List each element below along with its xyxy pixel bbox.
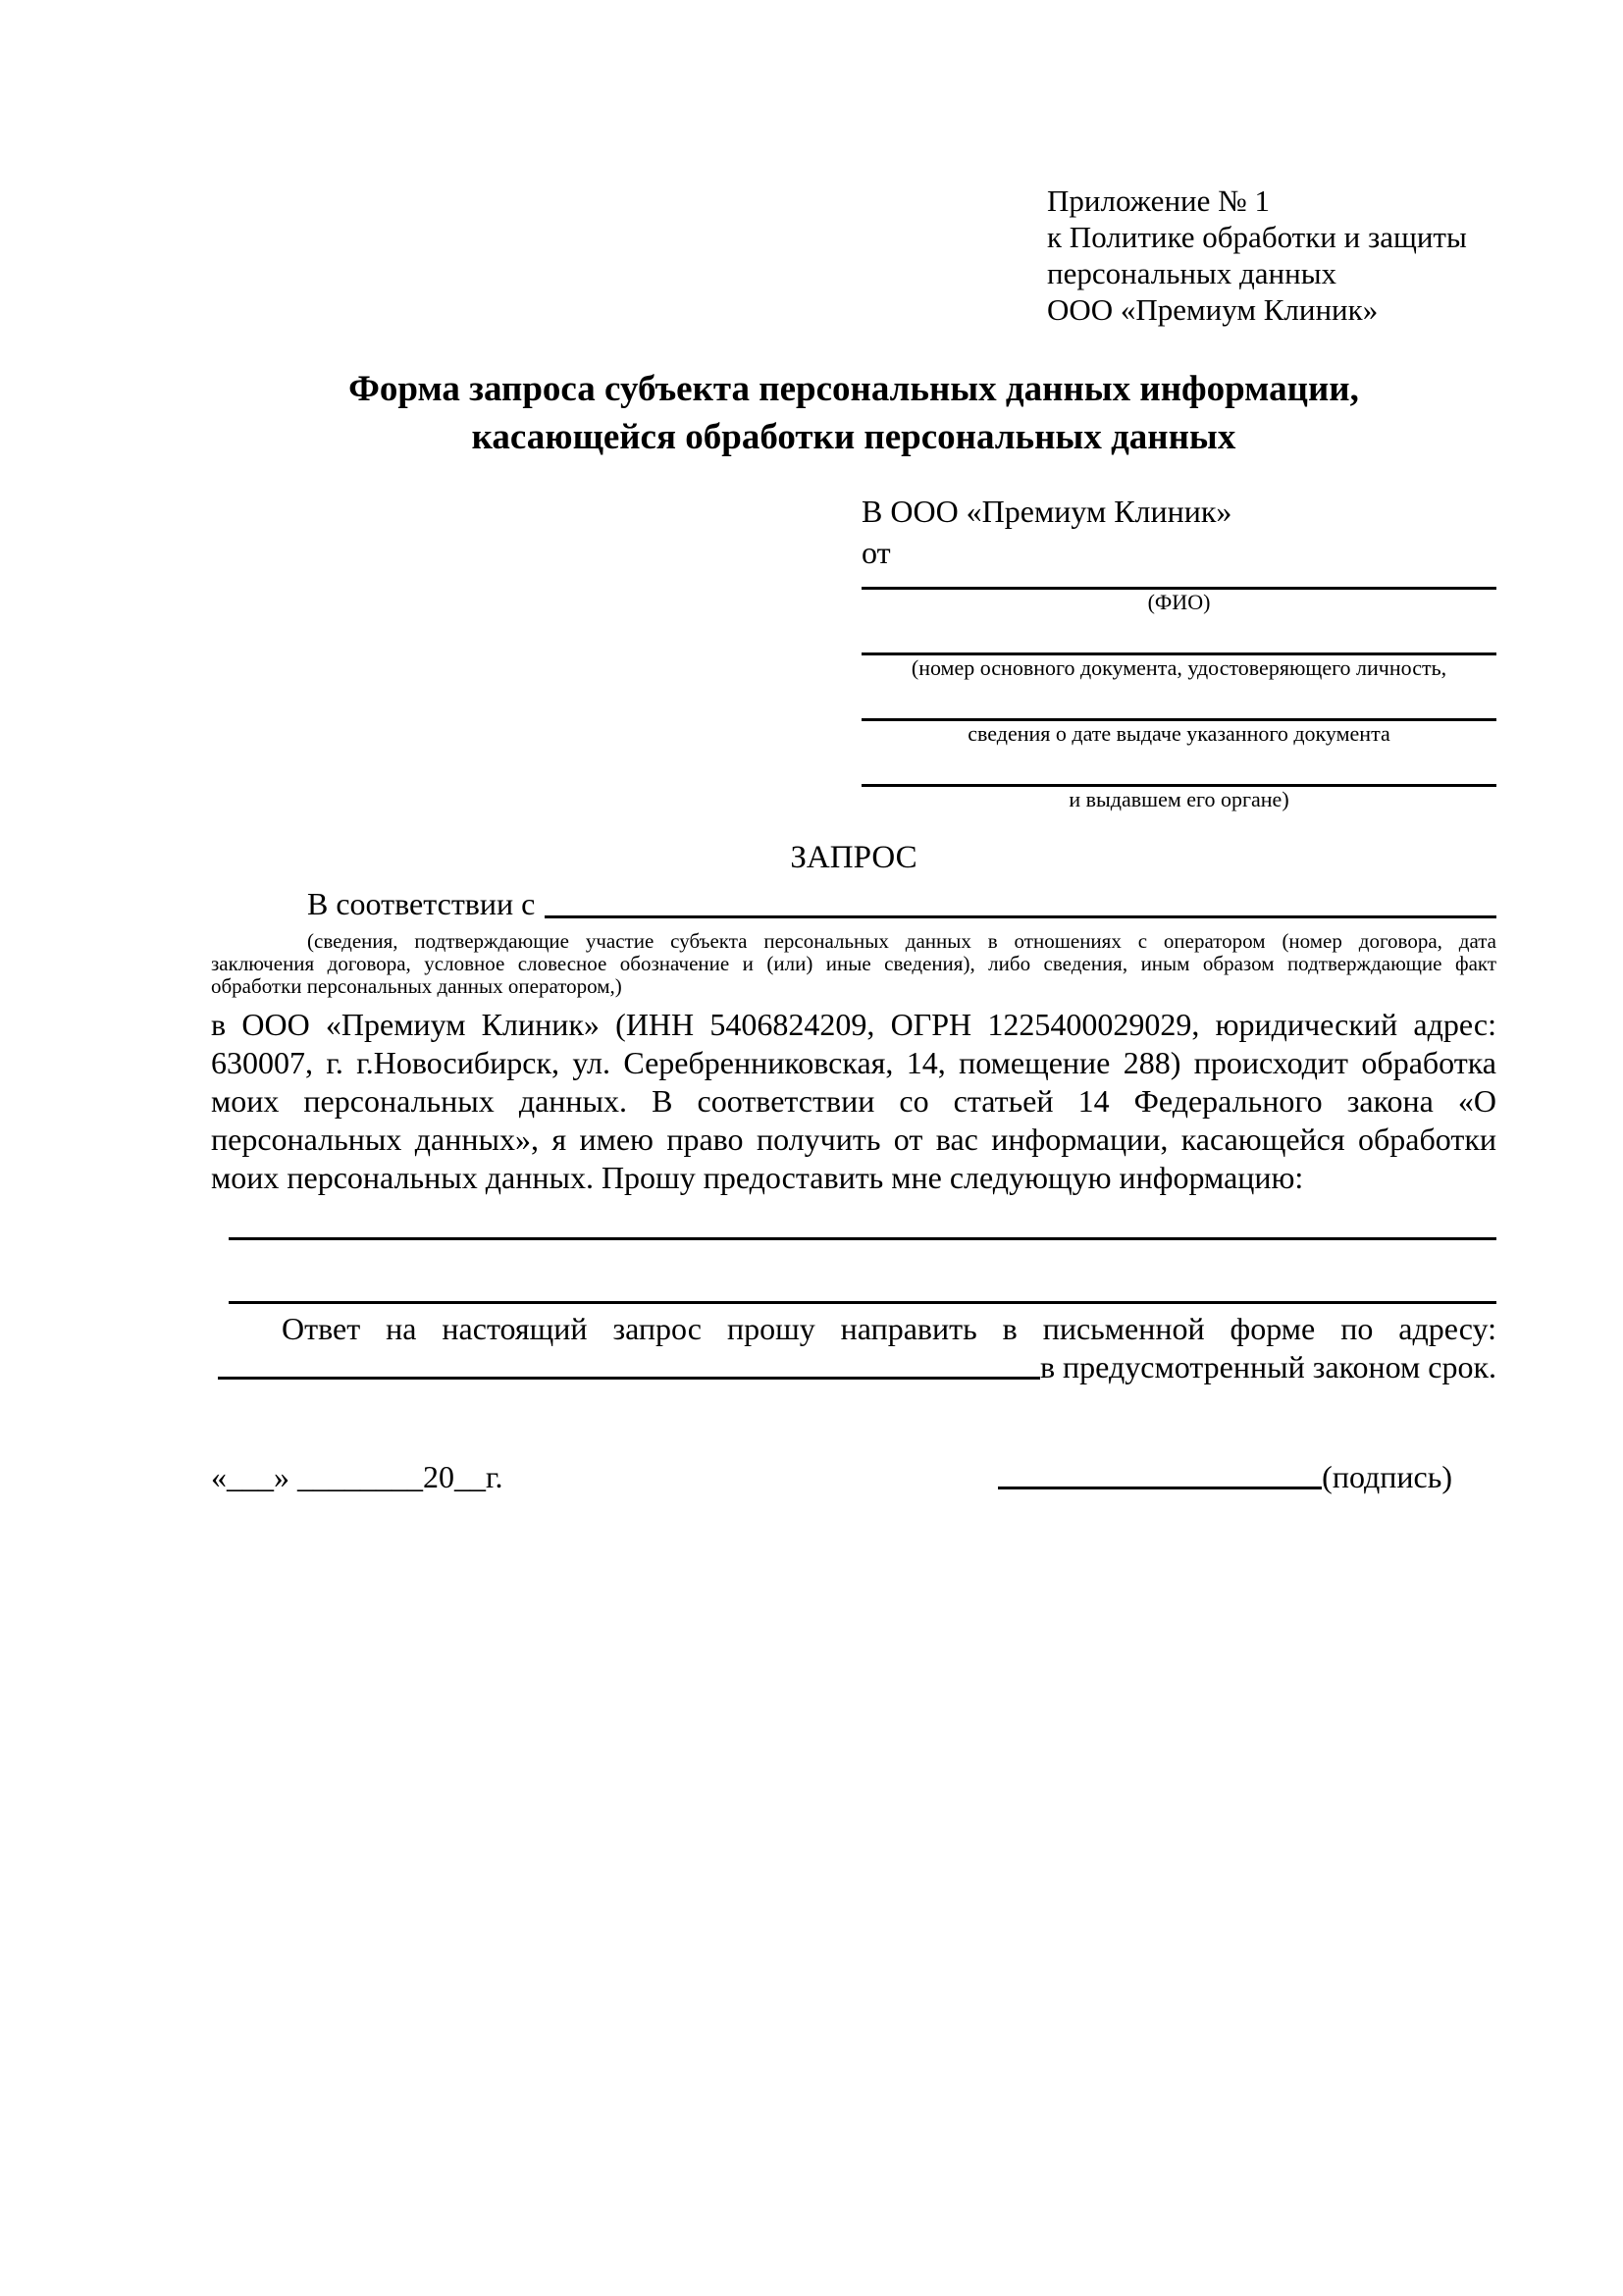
- information-blank-line-2: [229, 1240, 1496, 1304]
- signature-caption: (подпись): [1322, 1459, 1452, 1494]
- request-heading: ЗАПРОС: [790, 840, 917, 875]
- document-date-caption: сведения о дате выдаче указанного документа: [968, 721, 1390, 746]
- form-title-line: касающейся обработки персональных данных: [471, 417, 1236, 457]
- information-blank-line-1: [229, 1197, 1496, 1240]
- request-body: [211, 1006, 1496, 1197]
- signature-blank-line: [998, 1487, 1322, 1489]
- compliance-blank-line: [545, 883, 1496, 918]
- document-number-blank-line: [862, 639, 1496, 655]
- date-blank: «___» ________20__г.: [211, 1459, 503, 1494]
- answer-delivery-text: Ответ на настоящий запрос прошу направить в письменной форме по адресу:: [282, 1311, 1496, 1346]
- request-body-line: в ООО «Премиум Клиник» (ИНН 5406824209, ОГРН 1225400029029, юридический адрес:: [211, 1007, 1496, 1042]
- fio-caption: (ФИО): [1147, 590, 1211, 614]
- appendix-header-line: к Политике обработки и защиты: [1047, 220, 1467, 254]
- signature-area: [998, 1457, 1452, 1496]
- signature-row: [211, 1457, 1496, 1496]
- document-number-caption: (номер основного документа, удостоверяющего личность,: [911, 655, 1447, 680]
- document-issuer-field: [862, 770, 1496, 812]
- fio-blank-line: [862, 573, 1496, 590]
- request-body-line: персональных данных», я имею право получить от вас информации, касающейся обработки: [211, 1122, 1496, 1157]
- document-issuer-blank-line: [862, 770, 1496, 787]
- compliance-line: [211, 883, 1496, 924]
- form-title-line: Форма запроса субъекта персональных данных информации,: [348, 369, 1359, 409]
- fio-field: [862, 573, 1496, 615]
- appendix-header-line: ООО «Премиум Клиник»: [1047, 292, 1379, 327]
- appendix-header-line: Приложение № 1: [1047, 183, 1270, 218]
- document-date-blank-line: [862, 704, 1496, 721]
- addressee-from-label: от: [862, 535, 891, 570]
- appendix-header: [1047, 183, 1496, 328]
- compliance-label: В соответствии с: [307, 886, 536, 921]
- request-body-line: моих персональных данных. Прошу предоставить мне следующую информацию:: [211, 1160, 1304, 1195]
- fine-print-note: [211, 930, 1496, 998]
- answer-address-row: [211, 1348, 1496, 1386]
- addressee-block: [862, 491, 1496, 812]
- fine-print-line: обработки персональных данных оператором,): [211, 974, 622, 998]
- document-date-field: [862, 704, 1496, 747]
- addressee-org: В ООО «Премиум Клиник»: [862, 494, 1232, 529]
- document-issuer-caption: и выдавшем его органе): [1069, 787, 1289, 811]
- answer-deadline-text: в предусмотренный законом срок.: [1039, 1349, 1496, 1384]
- fine-print-line: (сведения, подтверждающие участие субъекта персональных данных в отношениях с оператором (номер договора, дата: [307, 929, 1496, 953]
- address-blank-line: [218, 1377, 1040, 1380]
- document-number-field: [862, 639, 1496, 681]
- request-body-line: моих персональных данных. В соответствии со статьей 14 Федерального закона «О: [211, 1083, 1496, 1119]
- form-title: [211, 365, 1496, 461]
- request-body-line: 630007, г. г.Новосибирск, ул. Серебренниковская, 14, помещение 288) происходит обработка: [211, 1045, 1496, 1080]
- fine-print-line: заключения договора, условное словесное обозначение и (или) иные сведения), либо сведения, иным образом подтверждающие факт: [211, 952, 1496, 975]
- appendix-header-line: персональных данных: [1047, 256, 1337, 290]
